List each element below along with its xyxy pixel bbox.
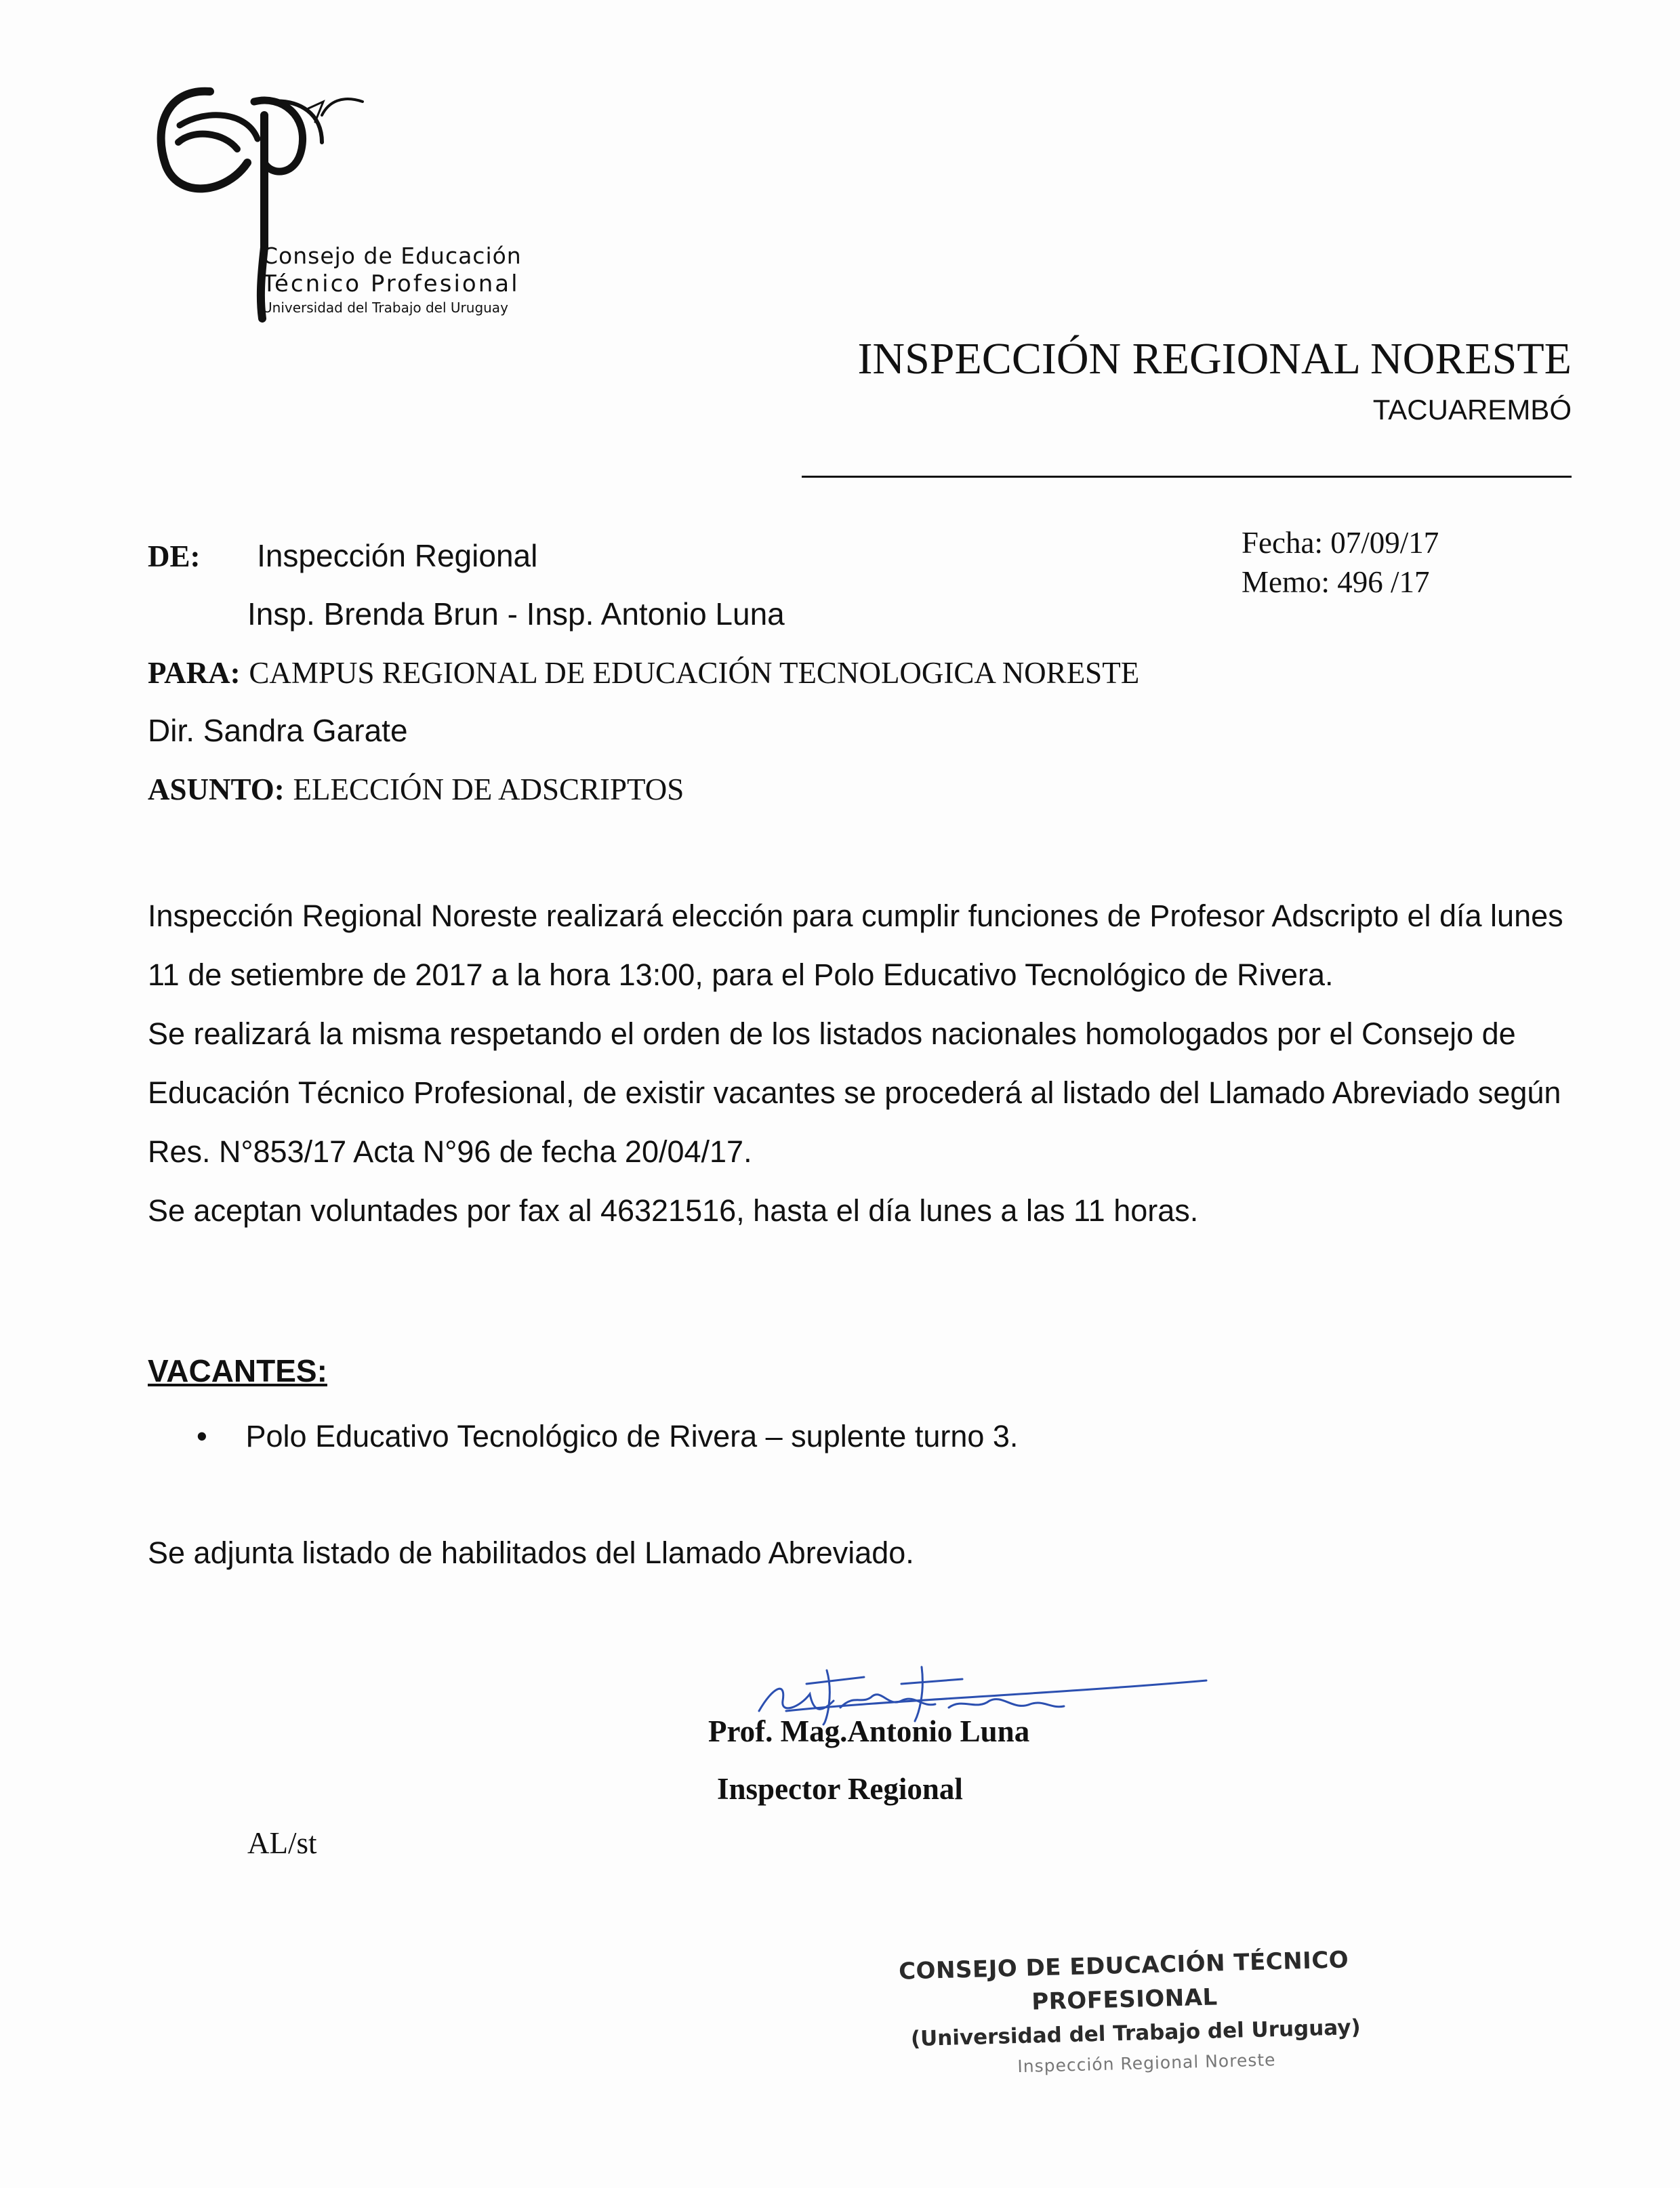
logo-line-1: Consejo de Educación	[262, 243, 522, 269]
signatory-title: Inspector Regional	[717, 1772, 963, 1806]
logo-line-2: Técnico Profesional	[262, 270, 520, 297]
para-value: CAMPUS REGIONAL DE EDUCACIÓN TECNOLOGICA NORESTE	[249, 656, 1140, 690]
memo-meta	[1242, 523, 1439, 602]
fecha: Fecha: 07/09/17	[1242, 526, 1439, 560]
official-stamp	[880, 1943, 1371, 2084]
letterhead	[857, 332, 1572, 430]
logo-line-3: Universidad del Trabajo del Uruguay	[262, 300, 508, 316]
vacantes-heading: VACANTES:	[148, 1353, 327, 1388]
header-divider	[802, 476, 1572, 478]
asunto-value: ELECCIÓN DE ADSCRIPTOS	[293, 772, 684, 806]
vacantes-list-item	[197, 1416, 1018, 1457]
attachment-note: Se adjunta listado de habilitados del Llamado Abreviado.	[148, 1535, 914, 1570]
asunto-row	[148, 768, 684, 810]
de-label: DE:	[148, 539, 201, 573]
body-paragraph-3: Se aceptan voluntades por fax al 46321516, hasta el día lunes a las 11 horas.	[148, 1193, 1199, 1228]
stamp-line-3: Inspección Regional Noreste	[1017, 2050, 1276, 2077]
stamp-line-2: (Universidad del Trabajo del Uruguay)	[910, 2015, 1361, 2052]
vacante-text: Polo Educativo Tecnológico de Rivera – suplente turno 3.	[245, 1419, 1019, 1453]
body-paragraph-2: Se realizará la misma respetando el orden de los listados nacionales homologados por el Consejo de Educación Técnico Profesional, de existir vacantes se procederá al listado del Llamado Abreviado según Res. N°853/17 Acta N°96 de fecha 20/04/17.	[148, 1016, 1561, 1169]
body-paragraph-1: Inspección Regional Noreste realizará elección para cumplir funciones de Profesor Adscripto el día lunes 11 de setiembre de 2017 a la hora 13:00, para el Polo Educativo Tecnológico de Rivera.	[148, 899, 1563, 992]
para-person: Dir. Sandra Garate	[148, 713, 408, 748]
asunto-label: ASUNTO:	[148, 772, 285, 806]
page-subtitle: TACUAREMBÓ	[1372, 394, 1572, 426]
reference-initials: AL/st	[247, 1826, 317, 1860]
de-row	[148, 535, 537, 577]
de-value: Inspección Regional	[257, 538, 538, 573]
para-row	[148, 652, 1139, 693]
para-person-row	[148, 710, 408, 751]
de-names: Insp. Brenda Brun - Insp. Antonio Luna	[247, 596, 785, 632]
ctp-logo	[146, 75, 552, 332]
memo-body	[148, 886, 1578, 1240]
memo-number: Memo: 496 /17	[1242, 565, 1430, 599]
page-title: INSPECCIÓN REGIONAL NORESTE	[857, 334, 1572, 384]
bullet-icon: •	[197, 1419, 207, 1453]
stamp-line-1: CONSEJO DE EDUCACIÓN TÉCNICO PROFESIONAL	[898, 1946, 1349, 2016]
signatory-name: Prof. Mag.Antonio Luna	[708, 1714, 1030, 1748]
de-names-row	[247, 594, 785, 634]
para-label: PARA:	[148, 656, 241, 690]
